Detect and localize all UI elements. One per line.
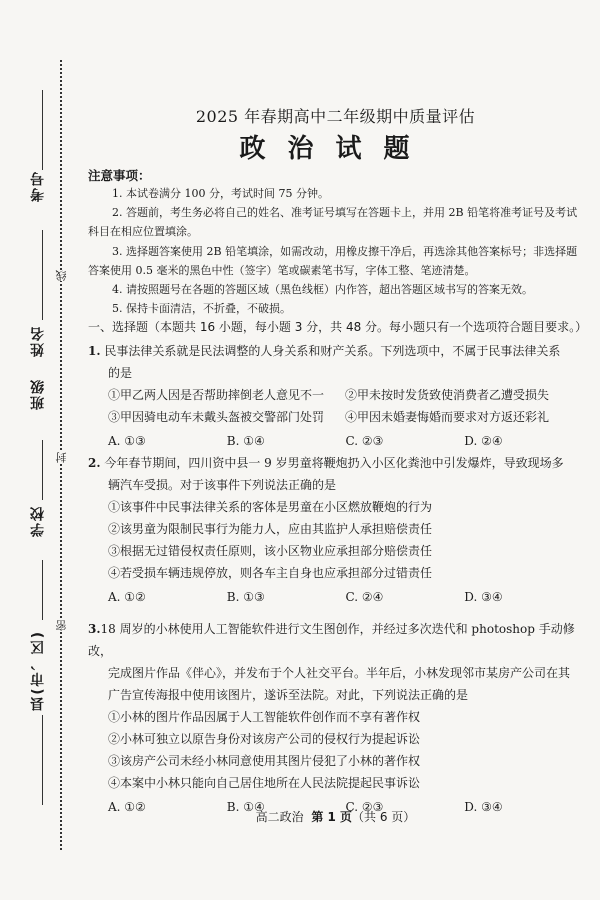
question-stem: 民事法律关系就是民法调整的人身关系和财产关系。下列选项中，不属于民事法律关系 bbox=[104, 344, 561, 358]
answer-c: C. ②③ bbox=[345, 800, 384, 814]
option-3: ③该房产公司未经小林同意使用其图片侵犯了小林的著作权 bbox=[108, 754, 421, 768]
cut-mark-seal: 封 bbox=[55, 452, 68, 463]
question-stem-cont: 完成图片作品《伴心》，并发布于个人社交平台。半年后，小林发现邻市某房产公司在其 bbox=[108, 666, 571, 680]
option-2: ②小林可独立以原告身份对该房产公司的侵权行为提起诉讼 bbox=[108, 732, 421, 746]
note-item: 1. 本试卷满分 100 分，考试时间 75 分钟。 bbox=[112, 187, 329, 200]
question-1 bbox=[88, 340, 583, 452]
name-label: 姓名 bbox=[30, 325, 46, 357]
answer-b: B. ①③ bbox=[226, 590, 265, 604]
class-label: 班级 bbox=[30, 378, 46, 410]
school-label: 学校 bbox=[30, 505, 46, 537]
answer-a: A. ①③ bbox=[108, 434, 146, 448]
cut-mark-mi: 密 bbox=[55, 620, 68, 631]
exam-no-label: 考号 bbox=[30, 170, 46, 202]
answer-b: B. ①④ bbox=[226, 800, 265, 814]
answer-c: C. ②③ bbox=[345, 434, 384, 448]
question-stem: 今年春节期间，四川资中县一 9 岁男童将鞭炮扔入小区化粪池中引发爆炸，导致现场多 bbox=[104, 456, 564, 470]
option-1: ①小林的图片作品因属于人工智能软件创作而不享有著作权 bbox=[108, 710, 421, 724]
option-4: ④若受损车辆违规停放，则各车主自身也应承担部分过错责任 bbox=[108, 566, 433, 580]
notes-list bbox=[88, 184, 580, 318]
question-stem-cont: 广告宣传海报中使用该图片，遂诉至法院。对此，下列说法正确的是 bbox=[108, 688, 469, 702]
question-3 bbox=[88, 618, 583, 818]
exam-no-underline bbox=[42, 90, 43, 170]
page-footer bbox=[88, 808, 583, 825]
answer-d: D. ③④ bbox=[464, 800, 503, 814]
school-underline bbox=[42, 440, 43, 500]
question-number: 1. bbox=[88, 344, 101, 358]
option-4: ④甲因未婚妻悔婚而要求对方返还彩礼 bbox=[345, 410, 550, 424]
note-item: 2. 答题前，考生务必将自己的姓名、准考证号填写在答题卡上，并用 2B 铅笔将准考证号及考试科目在相应位置填涂。 bbox=[88, 206, 578, 239]
section-heading: 一、选择题（本题共 16 小题，每小题 3 分，共 48 分。每小题只有一个选项符合题目要求。） bbox=[88, 320, 588, 334]
footer-total: （共 6 页） bbox=[352, 810, 416, 824]
option-2: ②甲未按时发货致使消费者乙遭受损失 bbox=[345, 388, 550, 402]
footer-page: 第 1 页 bbox=[311, 810, 353, 824]
note-item: 4. 请按照题号在各题的答题区域（黑色线框）内作答，超出答题区域书写的答案无效。 bbox=[112, 283, 533, 297]
question-number: 3. bbox=[88, 622, 101, 636]
question-stem-cont: 的是 bbox=[108, 366, 133, 380]
option-1: ①该事件中民事法律关系的客体是男童在小区燃放鞭炮的行为 bbox=[108, 500, 433, 514]
subject-title: 政治试题 bbox=[239, 134, 432, 164]
option-1: ①甲乙两人因是否帮助摔倒老人意见不一 bbox=[108, 388, 325, 402]
note-item: 5. 保持卡面清洁，不折叠，不破损。 bbox=[112, 302, 291, 316]
answer-b: B. ①④ bbox=[226, 434, 265, 448]
option-2: ②该男童为限制民事行为能力人，应由其监护人承担赔偿责任 bbox=[108, 522, 433, 536]
notes-title: 注意事项： bbox=[88, 168, 151, 183]
answer-d: D. ②④ bbox=[464, 434, 503, 448]
binding-margin bbox=[0, 0, 70, 900]
option-3: ③甲因骑电动车未戴头盔被交警部门处罚 bbox=[108, 410, 325, 424]
answer-a: A. ①② bbox=[108, 800, 146, 814]
answer-d: D. ③④ bbox=[464, 590, 503, 604]
question-number: 2. bbox=[88, 456, 101, 470]
exam-title: 2025 年春期高中二年级期中质量评估 bbox=[195, 107, 476, 126]
cut-mark-line: 线 bbox=[55, 270, 68, 281]
county-underline bbox=[42, 560, 43, 620]
county-underline-2 bbox=[42, 715, 43, 805]
county-label: 县(市、区) bbox=[30, 630, 46, 711]
question-stem-cont: 辆汽车受损。对于该事件下列说法正确的是 bbox=[108, 478, 337, 492]
name-underline bbox=[42, 230, 43, 320]
question-stem: 18 周岁的小林使用人工智能软件进行文生图创作，并经过多次迭代和 photoshop 手动修改， bbox=[88, 622, 575, 658]
footer-subject: 高二政治 bbox=[255, 810, 304, 824]
answer-c: C. ②④ bbox=[345, 590, 384, 604]
answer-a: A. ①② bbox=[108, 590, 146, 604]
option-3: ③根据无过错侵权责任原则，该小区物业应承担部分赔偿责任 bbox=[108, 544, 433, 558]
question-2 bbox=[88, 452, 583, 608]
note-item: 3. 选择题答案使用 2B 铅笔填涂，如需改动，用橡皮擦干净后，再选涂其他答案标号；非选择题答案使用 0.5 毫米的黑色中性（签字）笔或碳素笔书写，字体工整、笔迹清楚。 bbox=[88, 244, 578, 277]
option-4: ④本案中小林只能向自己居住地所在人民法院提起民事诉讼 bbox=[108, 776, 421, 790]
